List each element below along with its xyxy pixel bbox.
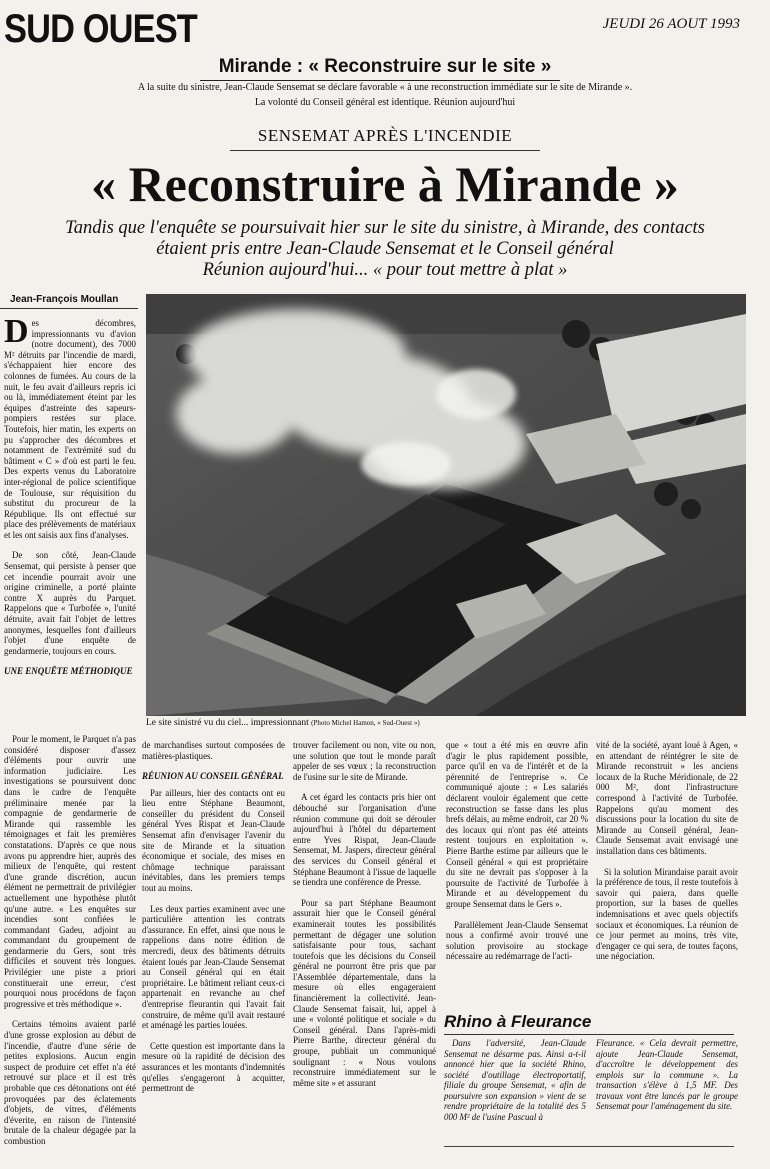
article-headline: « Reconstruire à Mirande »: [91, 156, 679, 212]
paragraph: trouver facilement ou non, vite ou non, une solution que tout le monde paraît appeler de ses vœux ; la reconstruction de l'usine sur le site de Mirande.: [293, 740, 436, 782]
article-column: [596, 740, 738, 1002]
paragraph: Certains témoins avaient parlé d'une grosse explosion au début de l'incendie, d'autre d'une série de petites explosions. Aucun engin suspect de produire cet effet n'a été retrouvé sur place et il est très probable que ces détonations ont été provoquées par des éclatements d'objets, de vitres, d'éléments d'éverite, en raison de l'intensité brutale de la chaleur dégagée par la combustion: [4, 1019, 136, 1146]
paragraph: vité de la société, ayant loué à Agen, « en attendant de réintégrer le site de Mirande reconstruit » les anciens locaux de la Ruche Méridionale, de 22 000 M², dont l'infrastructure correspond à l'activité de Turbofée. Rappelons qu'au moment des discussions pour la location du site de Mirande au Conseil général, Jean-Claude Sensemat avait envisagé une installation dans ces bâtiments.: [596, 740, 738, 856]
article-column: [293, 740, 436, 1146]
paragraph: Parallèlement Jean-Claude Sensemat nous a confirmé avoir trouvé une solution provisoire au stockage nécessaire au redémarrage de l'acti-: [446, 919, 588, 962]
newspaper-masthead: SUD OUEST: [4, 7, 197, 51]
byline-divider: [0, 308, 138, 309]
brief-summary: A la suite du sinistre, Jean-Claude Sensemat se déclare favorable « à une reconstruction immédiate sur le site de Mirande ».: [137, 82, 633, 93]
brief-subsummary: La volonté du Conseil général est identique. Réunion aujourd'hui: [254, 97, 516, 108]
paragraph: es décombres, impressionnants vu d'avion (notre document), des 7000 M² détruits par l'incendie de mardi, s'échappaient hier encore des colonnes de fumées. Au cours de la nuit, le feu avait d'ailleurs repris ici ou là, immédiatement éteint par les équipes d'astreinte des sapeurs-pompiers restées sur place. Toutefois, hier matin, les experts on pu s'approcher des décombres et notamment de l'extrémité sud du bâtiment « C » d'où est parti le feu. Des experts venus du Laboratoire inter-régional de police scientifique de Toulouse, sur réquisition du substitut du procureur de la République. Ils ont effectué sur place des prélèvements de matériaux et les ont saisis aux fins d'analyses.: [4, 318, 136, 540]
sidebar-divider: [444, 1034, 734, 1035]
article-column: [142, 740, 285, 1146]
standfirst-line: étaient pris entre Jean-Claude Sensemat et le Conseil général: [156, 239, 614, 259]
byline: Jean-François Moullan: [10, 294, 119, 305]
article-column: [4, 734, 136, 1146]
paragraph: Par ailleurs, hier des contacts ont eu lieu entre Stéphane Beaumont, conseiller du président du Conseil général Yves Rispat et Jean-Claude Sensemat afin d'envisager l'avenir du site de Mirande et la situation économique et sociale, des mises en chômage technique paraissant inévitables, dans les premiers temps tout au moins.: [142, 787, 285, 894]
subheading: RÉUNION AU CONSEIL GÉNÉRAL: [142, 771, 284, 782]
paragraph: A cet égard les contacts pris hier ont débouché sur l'organisation d'une réunion commune qui doit se dérouler aujourd'hui à l'hôtel du département entre Yves Rispat, Jean-Claude Sensemat, M. Jaspers, directeur général des services du Conseil général et Stéphane Beaumont à l'issue de laquelle se tiendra une conférence de Presse.: [293, 792, 436, 888]
sidebar-bottom-rule: [444, 1146, 734, 1147]
sidebar-column: [444, 1038, 586, 1144]
sidebar-title: Rhino à Fleurance: [444, 1012, 592, 1031]
paragraph: Cette question est importante dans la mesure où la rapidité de décision des assurances et les montants d'indemnités qu'elles s'engageront à acquitter, permettront de: [142, 1040, 285, 1094]
paragraph: Les deux parties examinent avec une particulière attention les contrats d'assurance. En effet, ainsi que nous le rappelions dans notre édition de mercredi, deux des bâtiments détruits étaient loués par Jean-Claude Sensemat au Conseil général qui en était propriétaire. Le bâtiment reliant ceux-ci appartenait en revanche au chef d'entreprise fleurantin qui l'avait fait construire, de même qu'il avait restauré et aménagé les parties louées.: [142, 903, 285, 1031]
caption-text: Le site sinistré vu du ciel... impressionnant: [146, 718, 309, 728]
brief-title: Mirande : « Reconstruire sur le site »: [218, 56, 552, 77]
paragraph: Pour le moment, le Parquet n'a pas considéré disposer d'assez d'éléments pour ouvrir une information judiciaire. Les investigations se poursuivent donc dans le cadre de l'enquête préliminaire menée par la compagnie de gendarmerie de Mirande qui rassemble les témoignages et fait les premières constatations. D'après ce que nous avons pu apprendre hier, auprès des milieux de l'enquête, qui restent d'une grande discrétion, aucun élément ne permettrait de privilégier actuellement une hypothèse plutôt qu'une autre. « Les enquêtes sur incendies sont confiées le commandant Gadeu, adjoint au commandant du groupement de gendarmerie du Gers, sont très difficiles et souvent très longues. Privilégier une piste a priori constituerait une erreur, c'est pourquoi nous procédons de façon progressive et très méthodique ».: [4, 734, 136, 1009]
paragraph: de marchandises surtout composées de matières-plastiques.: [142, 740, 285, 761]
paragraph: que « tout a été mis en œuvre afin d'agir le plus rapidement possible, parce qu'il en va de l'intérêt et de la pérennité de l'entreprise ». Ce communiqué ajoute : « Les salariés déclarent vouloir également que cette reconstruction se fasse dans les plus brefs délais, au même endroit, car 20 % des locaux qui n'ont pas été atteints restent toujours en exploitation ». Pierre Barthe estime par ailleurs que le Conseil général « qui est propriétaire du site ne devrait pas s'opposer à la poursuite de l'activité de Turbofée à Mirande et au développement du groupe Sensemat dans le Gers ».: [446, 740, 588, 909]
paragraph: Dans l'adversité, Jean-Claude Sensemat ne désarme pas. Ainsi a-t-il annoncé hier que la société Rhino, société d'outillage électroportatif, filiale du groupe Sensemat, « afin de poursuivre son expansion » vient de se rendre propriétaire de la totalité des 5 000 M² de l'usine Pascual à: [444, 1038, 586, 1122]
article-column: [446, 740, 588, 1002]
dropcap: D: [4, 313, 29, 350]
aerial-fire-photo: [146, 294, 746, 716]
paragraph: Pour sa part Stéphane Beaumont assurait hier que le Conseil général examinerait toutes les possibilités permettant de dégager une solution satisfaisante pour tous, sachant toutefois que les décisions du Conseil général ne pourront être pris que par l'Assemblée départementale, dans la mesure où elles engageraient financièrement la collectivité. Jean-Claude Sensemat faisait, lui, appel à une « volonté politique et sociale » du Conseil général. Dans l'après-midi Pierre Barthe, directeur général du groupe, publiait un communiqué soulignant : « Nous voulons reconstruire immédiatement sur le même site » et assurant: [293, 897, 436, 1088]
article-kicker: SENSEMAT APRÈS L'INCENDIE: [257, 126, 513, 145]
article-column: [4, 313, 136, 683]
photo-credit: (Photo Michel Hamon, « Sud-Ouest »): [311, 719, 420, 727]
kicker-divider: [230, 150, 540, 151]
article-standfirst: [0, 218, 770, 281]
standfirst-line: Réunion aujourd'hui... « pour tout mettre à plat »: [202, 260, 568, 280]
paragraph: De son côté, Jean-Claude Sensemat, qui persiste à penser que cet incendie pourrait avoir une origine criminelle, a porté plainte contre X auprès du Parquet. Rappelons que « Turbofée », l'unité détruite, avait fait l'objet de lettres anonymes, lesquelles font d'ailleurs l'objet d'une enquête de gendarmerie, toujours en cours.: [4, 550, 136, 656]
paragraph: Fleurance. « Cela devrait permettre, ajoute Jean-Claude Sensemat, d'accroître le développement des emplois sur la commune ». La transaction s'élève à 1,5 MF. Des travaux vont être lancés par le groupe Sensemat pour l'aménagement du site.: [596, 1038, 738, 1111]
sidebar-column: [596, 1038, 738, 1144]
issue-date: JEUDI 26 AOUT 1993: [602, 16, 740, 32]
standfirst-line: Tandis que l'enquête se poursuivait hier sur le site du sinistre, à Mirande, des contacts: [65, 218, 705, 238]
paragraph: Si la solution Mirandaise parait avoir la préférence de tous, il reste toutefois à savoir qui paiera, dans quelle proportion, sur la bases de quelles indemnisations et avec quels objectifs sociaux et économiques. La réunion de ce jour permet au moins, très vite, d'engager ce qui sera, de toutes façons, une négociation.: [596, 866, 738, 962]
photo-caption: [146, 718, 420, 728]
subheading: UNE ENQUÊTE MÉTHODIQUE: [4, 666, 133, 677]
brief-divider: [200, 80, 560, 81]
